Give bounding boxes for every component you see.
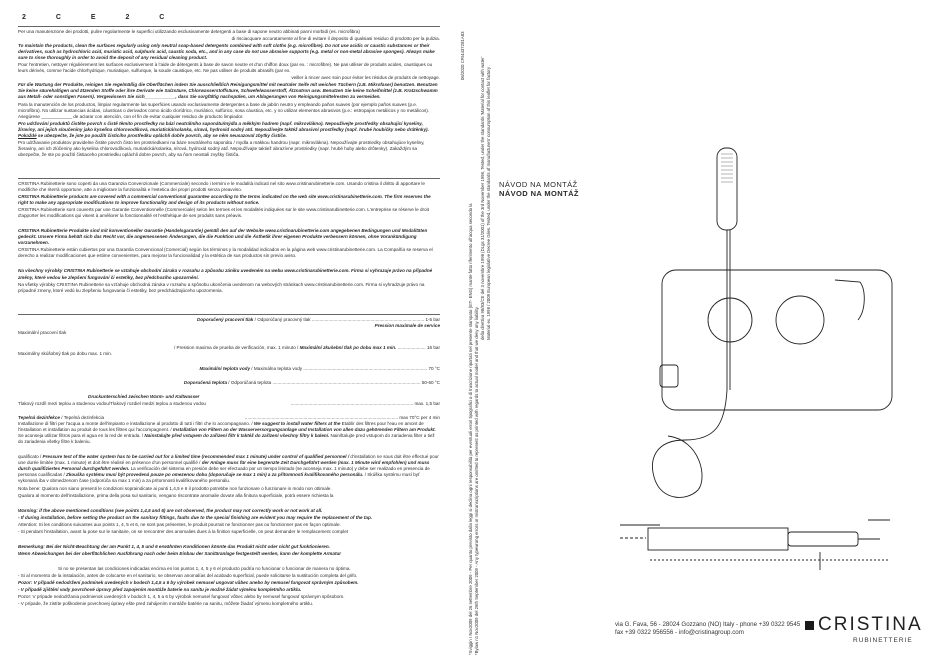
hand-shower-head <box>717 148 737 230</box>
warranty-en: CRISTINA Rubinetterie products are covered with a commercial conventional guarantee according to the terms indicated on the web site www.cristinarubinetterie.com. The firm reserves the right to make any appropriate modifications to improve functionality and design of its products without notice. <box>18 194 431 206</box>
note-en-2: Warning: if the above mentioned conditions (see points 1,4,5 and 6) are not observed, the product may not correctly work or not work at all. <box>18 507 323 513</box>
care-fr-2: veiller à rincer avec soin pour éviter les résidus de produits de nettoyage. <box>291 75 440 81</box>
lever-right <box>835 280 864 320</box>
side-view-plate <box>648 528 788 550</box>
spec-max-pressure: Maximální pracovní tlak <box>18 329 67 335</box>
side-legal-note-3: della direttiva 98/83/CE del 3 novembre 1998 (DLgs 31/2001) of the 3rd November 1998, Tested, under the standards 'Material for contact with water' <box>480 56 485 340</box>
warranty-it: CRISTINA Rubinetterie sono coperti da una Garanzia Convenzionale (Commerciale) secondo i termini e le modalità indicati nel sito www.cristinarubinetterie.com. Usando cristina il diritto di apportare le modifiche che riterrà opportune, atte a migliorare la funzionalità e l'estetica dei propri prodotti senza preavviso. <box>18 180 425 192</box>
spec-pressure-diff: Druckunterschied zwischen Warm- und Kaltwasser <box>88 393 200 399</box>
note-en-3: - If during installation, before setting the product on the sanitary fittings, faults due to the special finishing are evident you may require the replacement of the tap. <box>18 514 373 520</box>
brand-logo-sub: RUBINETTERIE <box>853 637 913 644</box>
divider <box>18 314 440 315</box>
note-cs-2: Pozor: V případě nedodržení podmínek uvedených v bodech 1,4,5 a 6 by výrobek nemusel ungovat vůbec anebo by nemusel fungovat správným způsobem. <box>18 580 359 585</box>
note-it-3: Qualora al momento dell'installazione, prima della posa sul sanitario, vengano riscontrate anomalie dovute alla finitura superficiale, potrà essere richiesta la <box>18 492 334 498</box>
document-text-column <box>18 14 440 664</box>
care-en: To maintain the products, clean the surfaces regularly using only neutral soap-based detergents combined with soft cloths (e.g. microfibre). Do not use acidic or caustic substances or their derivatives, such as hydrochloric acid, muriatic acid, sulphuric acid, caustic soda, etc., and in any case do not use abrasive supports (e.g. metal or non-metal abrasive sponges). Always make sure to rinse thoroughly in order to avoid the deposit of any residual cleaning product. <box>18 43 435 61</box>
logo-square-icon <box>805 621 814 630</box>
care-sk: Pro udržiavanie produktov pravidelne čistite povrch čisto len prostriedkami na báze neutrálneho saponátu / mydla a mäkkou handrou (napr. mikrovlákna). Nepoužívajte prostriedky obsahujúce kyseliny, žieraviny, ani ich zlúčeniny ako kyselina chlorovodíková, muriatická/solanka, sírová, hydroxid sodný atď. Nepoužívajte taktiež abrazívne prostriedky (napr. hrubé huby alebo drôtenky). Zakaždým sa ubezpečte, že ste po použití čistiaceho prostriedku opláchli dobre povrch, aby sa ňom neostali zvyšky čističa. <box>18 139 425 157</box>
side-view-body <box>788 532 858 546</box>
instructions-title-2: NÁVOD NA MONTÁŽ <box>499 189 579 198</box>
spec-max-temp: Maximální teplota vody / Maximálna teplota vody ................................................................................................. 70 °C <box>199 365 440 371</box>
mixer-handle <box>776 296 824 344</box>
company-address <box>615 621 800 637</box>
address-line-1: via G. Fava, 56 - 28024 Gozzano (NO) Italy - phone +39 0322 9545 <box>615 621 801 628</box>
side-legal-note-1: *Sviggin I Nov2009 del 26 settembre 2009 - Per quanto previsto dalla leggi si declina ogni responsabilità per eventuali errori tipografici o di trascrizione riportati nel presente stampato (IIIT- ENG) mante fatto riferimento all'acqua secondo la <box>468 203 473 655</box>
spec-test-pressure: / Pression maxima de prueba de verificación, max. 1 minuto / Maximální zkušební tlak po dobu max 1 min. ...................... 16 bar <box>173 344 440 350</box>
care-it-2: di risciacquare accuratamente al fine di evitare il deposito di qualsiasi residuo di prodotto per la pulizia. <box>231 36 440 42</box>
note-fr-2: Attention: Si les conditions suivantes aux points 1, 4, 5 et 6, ne sont pas présentes, le produit pourrait ne fonctionner pas ou fonctionner pas en façon optimale. <box>18 521 341 527</box>
spec-test-pressure-sub: Maximálny skúšobný tlak po dobu max. 1 min. <box>18 350 112 356</box>
product-drawing <box>590 140 920 580</box>
care-cs: Pro udržování produktů čistěte povrch s čistě těmito prostředky na bázi neutrálního saponátu/mýdla a měkkým hadrem (např. mikrovlákno). Nepoužívejte prostředky obsahující kyseliny, žíraviny, ani jejich sloučeniny jako kyselina chlorovodíková, muriatická/solanka, síravá, hydroxid sodný atd. Nepoužívejte taktéž abrasivní prostředky (např. hrubé houbičky nebo drátěnky). Pokaždé se ubezpečte, že jste po použití čisticího prostředku opláchli dobře povrch, aby se něm neusazoval zbytky čističe. <box>18 120 429 138</box>
note-cs-3: - V případě zjištění vady povrchové úpravy před zapojením montáže baterie na sanitu je možné žádat výměnu kompletního artiklu. <box>18 587 302 593</box>
side-legal-note-2: *Bylaw n1 Nov2009 del 26th September 2009 - Any typewrong errors or mistranscriptions are omitted to represent as printed with regards to actual model and that we deny any liability. <box>474 306 479 655</box>
spec-working-pressure: Doporučený pracovní tlak / Odporúčaný pracovný tlak ........................................................................................ 1-5 bar <box>196 316 440 322</box>
warranty-fr: CRISTINA Rubinetterie sont couverts par une Garantie Conventionnelle (Commerciale) selon les termes et les modalités indiquées sur le site www.cristinarubinetterie.com. L'entreprise se réserve le droit d'apporter les modifications qui visent à améliorer la fonctionnalité et l'esthétique de ses produits sans préavis. <box>18 207 429 219</box>
divider <box>18 178 440 179</box>
hose-outlet <box>660 365 678 387</box>
filters-text: Installazione di filtri per l'acqua a monte dell'impianto e installazione al prodotto di tutti i filtri che lo accompagnano. / We suggest to install water filters at the Etablir des filtres pour l'eau en amont de l'installation et installation au produit de tous les filtres qui l'accompagnent. / Installation von Filtern an der Wasserversorgungsanlage und Installation von allen dazu gehörenden Filtern am Produkt. Se aconseja utilizar filtros para el agua en la red de entrada. / Nainstalujte před vstupem do zařízení filtr k taktéž do zařízení všechny filtry k balení. Nainštalujte pred vstupom do zariadenia filter a tiež do zariadenia všetky filtre k baleniu. <box>18 421 436 445</box>
instructions-title: NÁVOD NA MONTÁŽ <box>499 180 578 189</box>
spec-thermal-disinfection: Tepelná dezinfekce / Tepelná dezinfekcia ........................................................................................................................ max 70°C per 4 min <box>18 415 440 421</box>
wall-plate-outline <box>662 270 892 410</box>
care-it: Per una manutenzione dei prodotti, pulire regolarmente le superfici utilizzando esclusivamente detergenti a base di sapone neutro abbinati panni morbidi (es. microfibra) <box>18 29 360 34</box>
note-fr-3: - Si pendant l'installation, avant la pose sur le sanitaire, on se rencontrer des anomalies dues à la finition superficielle, on peut demander le remplacement complet <box>18 528 349 534</box>
brand-logo: CRISTINA <box>818 614 923 635</box>
address-line-2: fax +39 0322 956556 - info@cristinagroup.com <box>615 629 744 636</box>
side-date-code: 06/2020 CRI4437281A83 <box>460 31 465 80</box>
note-sk-2: Pozor: V prípade nedodržania podmienok uvedených v bodoch 1, 4, 5 a 6 by výrobok nemusel fungovať vôbec alebo by nemusel fungovať správnym spôsobom. <box>18 594 345 600</box>
warranty-sk: Na všetky výrobky CRISTINA Rubinetterie sa vzťahuje obchodná záruka v rozsahu a spôsobu ukončenia uvedenom na webových stránkach www.cristinarubinetterie.com. Firma si vyhradzuje právo na prípadné zmeny, ktoré vedú ku zlepšeniu fungovania či estetiky, bez predchádzajúceho upozornenia. <box>18 281 425 293</box>
section-header: 2 Č E 2 Č <box>22 14 179 21</box>
care-de: Für die Wartung der Produkte, reinigen Sie regelmäßig die Oberflächen indem Sie ausschließlich Reinigungsmittel mit neutraler Seife mit weichen Tüchern (z.B. Mikrofaser) benutzen. Benutzen Sie keine säurehaltigen und ätzenden Stoffe oder ihre Derivate wie Salzsäure, Chlorwasserstoffsäure, Schwefelwasserstoff, Ätznatron usw. Benutzen Sie keine Scheifmittel (z.B. Kratzschwamm aus Metall- oder sonstigen Fasern). Vergewissern Sie sich____________, dass Sie sorgfältig nachspülen, um Ablagerungen von Reinigungsmittelresten zu vermeiden. <box>18 82 438 100</box>
warranty-de: CRISTINA Rubinetterie Produkte sind mit konventioneller Garantie (Handelsgarantie) gemäß den auf der Website www.cristinarubinetterie.com angegebenen Bedingungen und Modalitäten gedeckt. Unsere Firma behält sich das Recht vor, die angemessenen Änderungen, die die Funktion und die Ästhetik ihrer eigenen Produkte verbessern können, ohne Vorankündigung vorzunehmen. <box>18 228 428 246</box>
note-es-3: - Si al momento de la instalación, antes de colocarse en el sanitario, se observan anomalías del acabado superficial, puede solicitarse la sustitución completa del grifo. <box>18 572 358 578</box>
note-es-2: Si no se presentan las condiciones indicadas encima en los puntos 1, 4, 5 y 6 el producto podría no funcionar o funcionar de manera no óptima. <box>58 565 351 571</box>
care-es: Para la manutención de los productos, limpiar regularmente las superficies usando exclusivamente detergentes a base de jabón neutro y empleando paños suaves (por ejemplo paños suaves (p.e. microfibra). No utilizar sustancias ácidas, cáusticas o derivados como ácido clorídrico, muriático, sulfúrico, sosa cáustica, etc. y no utilizar elementos abrasivos (p.e.: estropajos metálicos y no metálicos). Asegúrese ____________ de aclarar con atención, con el fin de evitar cualquier residuo de producto limpiador. <box>18 101 430 119</box>
note-sk-3: - V prípade, že zistíte poškodenie povrchovej úpravy ešte pred zahájením montáže batérie na sanitu, môžete žiadať výmenu kompletného artiklu. <box>18 601 314 607</box>
note-de-2: Bemerkung: Bei der Nicht-Beachtung der am Punkt 1, 4, 5 und 6 erwähnten Konditionen könnte das Produkt nicht oder nicht gut funktionieren. <box>18 543 330 549</box>
side-legal-note-4: Material ex. 1998 / 2009 European legislative Decree Giles. Tested, under the standards of manufacturers' consumption of this leaflet for factory . <box>486 64 491 340</box>
note-it-2: Nota bene: Qualora non siano presenti le condizioni sopraindicate ai punti 1,4,5 e 6 il prodotto potrebbe non funzionare o funzionare in modo non ottimale. <box>18 485 332 491</box>
spec-recommended-temp: Doporučená teplota / Odporúčaná teplota .................................................................................................................... 50-60 °C <box>183 379 440 385</box>
pressure-text: qualificato / Pressure test of the water system has to be carried out for a limited time (recommended max 1 minute) under control of qualified personnel / d'installation ne sous doit être effectué pour une durée limitée (max. 1 minute) et doit être réalisé en présence d'un personnel qualifié / der Anlage muss für eine begrenzte Zeit Durchgeführt werden (max. 1 Minute wird empfohlen) und muss durch qualifiziertes Personal durchgeführt werden. La verificación del sistema en presión debe ser efectuado por un tiempo limitado (se aconseja max. 1 minuto) y debe ser realizado en presencia de personas cualificadas / Zkouška systému musí být provedená pouze po omezenou dobu (doporučuje se max 1 min) a za přítomnosti kvalifikovaného personálu. / Skúška systému musí byť vykonaná iba v obmedzenom čase (odporúča sa max 1 min) a za prítomnosti kvalifikovaného personálu. <box>18 454 439 484</box>
spec-pressure-diff-sub: Tlakový rozdíl mezi teplou a studenou vodou/Tlakový rozdiel medzi teplou a studenou vodou ................................................................................................ max. 1,5 bar <box>18 401 440 407</box>
shower-hose <box>653 390 727 497</box>
spec-working-pressure-sub: Pression maximale de service <box>374 322 440 328</box>
note-de-3: Wenn Abweichungen bei der oberflächlichen Ausführung nach oder beim Einbau der Sanitäranlage festgestellt werden, kann der komplette Armatur <box>18 550 342 556</box>
divider <box>18 26 440 27</box>
warranty-es: CRISTINA Rubinetterie están cubiertos por una Garantía Convencional (Comercial) según los términos y la modalidad indicados en la página web www.cristinarubinetterie.com. La Compañía se reserva el derecho a realizar modificaciones que estime convenientes, para mejorar la funcionalidad y la estética de sus productos sin previo aviso. <box>18 247 433 259</box>
care-fr: Pour l'entretien, nettoyer régulièrement les surfaces exclusivement à l'aide de détergents à base de savon neutre et d'un chiffon doux (par ex. : microfibre). Ne pas utiliser de produits acides, caustiques ou leurs dérivés, comme l'acide chlorhydrique, muriatique, sulfurique, la soude caustique, etc. Ne pas utiliser de produits abrasifs (par ex. <box>18 62 433 74</box>
warranty-cs: Na všechny výrobky CRISTINA Rubinetterie se vztahuje obchodní záruka v rozsahu a způsobu zániku uvedeném na webu www.cristinarubinetterie.com. Firma si vyhrazuje právo na případné změny, které vedou ke zlepšení fungování či estetiky, bez předchozího upozornění. <box>18 268 433 280</box>
